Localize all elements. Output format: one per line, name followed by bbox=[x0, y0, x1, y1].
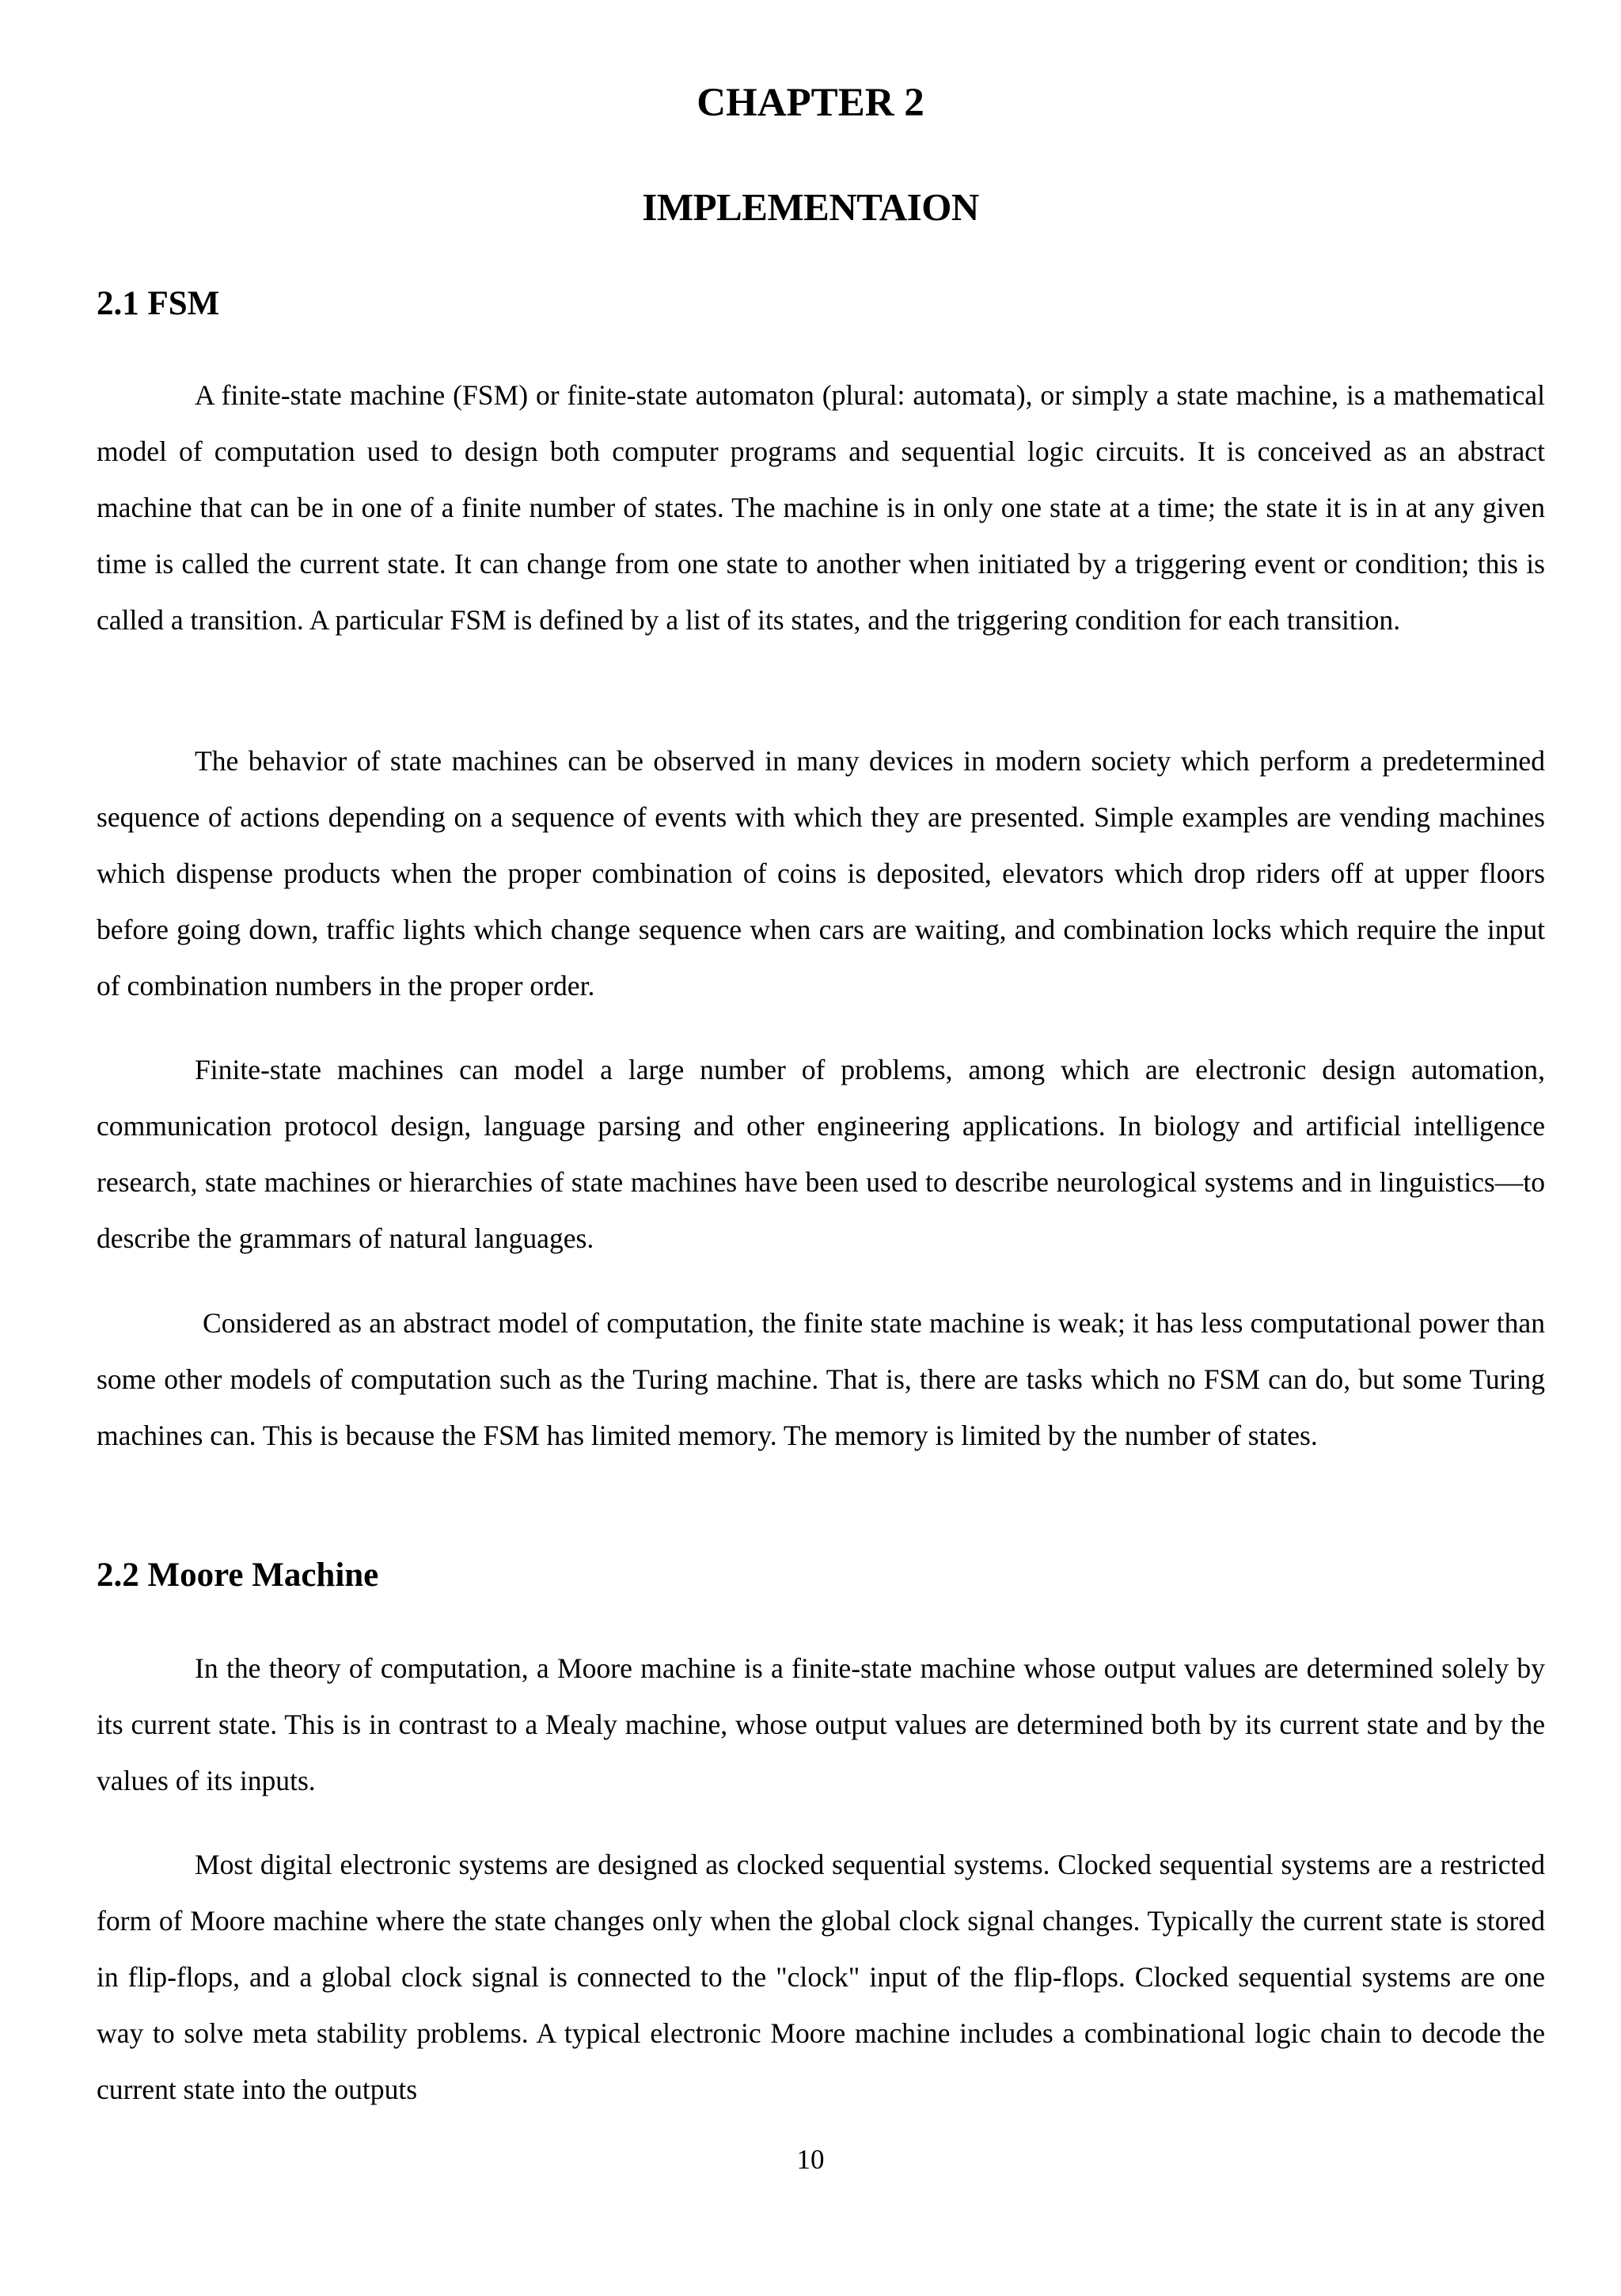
section-heading-moore-machine: 2.2 Moore Machine bbox=[97, 1557, 379, 1594]
page-number: 10 bbox=[796, 2144, 825, 2175]
paragraph: In the theory of computation, a Moore machine is a finite-state machine whose output values are determined solely by its current state. This is in contrast to a Mealy machine, whose output values are determined both by its current state and by the values of its inputs. bbox=[97, 1652, 1545, 1796]
paragraph: Finite-state machines can model a large number of problems, among which are electronic design automation, communication protocol design, language parsing and other engineering applications. In biology and artificial intelligence research, state machines or hierarchies of state machines have been used to describe neurological systems and in linguistics—to describe the grammars of natural languages. bbox=[97, 1054, 1545, 1254]
paragraph: Considered as an abstract model of computation, the finite state machine is weak; it has less computational power than some other models of computation such as the Turing machine. That is, there are tasks which no FSM can do, but some Turing machines can. This is because the FSM has limited memory. The memory is limited by the number of states. bbox=[97, 1307, 1545, 1451]
paragraph: A finite-state machine (FSM) or finite-state automaton (plural: automata), or simply a state machine, is a mathematical model of computation used to design both computer programs and sequential logic circuits. It is conceived as an abstract machine that can be in one of a finite number of states. The machine is in only one state at a time; the state it is in at any given time is called the current state. It can change from one state to another when initiated by a triggering event or condition; this is called a transition. A particular FSM is defined by a list of its states, and the triggering condition for each transition. bbox=[97, 379, 1545, 636]
chapter-title: IMPLEMENTAION bbox=[642, 185, 979, 229]
section-heading-fsm: 2.1 FSM bbox=[97, 285, 220, 322]
paragraph: The behavior of state machines can be observed in many devices in modern society which perform a predetermined sequence of actions depending on a sequence of events with which they are presented. Simple examples are vending machines which dispense products when the proper combination of coins is deposited, elevators which drop riders off at upper floors before going down, traffic lights which change sequence when cars are waiting, and combination locks which require the input of combination numbers in the proper order. bbox=[97, 745, 1545, 1002]
chapter-label: CHAPTER 2 bbox=[697, 81, 924, 125]
paragraph: Most digital electronic systems are designed as clocked sequential systems. Clocked sequential systems are a restricted form of Moore machine where the state changes only when the global clock signal changes. Typically the current state is stored in flip-flops, and a global clock signal is connected to the "clock" input of the flip-flops. Clocked sequential systems are one way to solve meta stability problems. A typical electronic Moore machine includes a combinational logic chain to decode the current state into the outputs bbox=[97, 1849, 1545, 2105]
